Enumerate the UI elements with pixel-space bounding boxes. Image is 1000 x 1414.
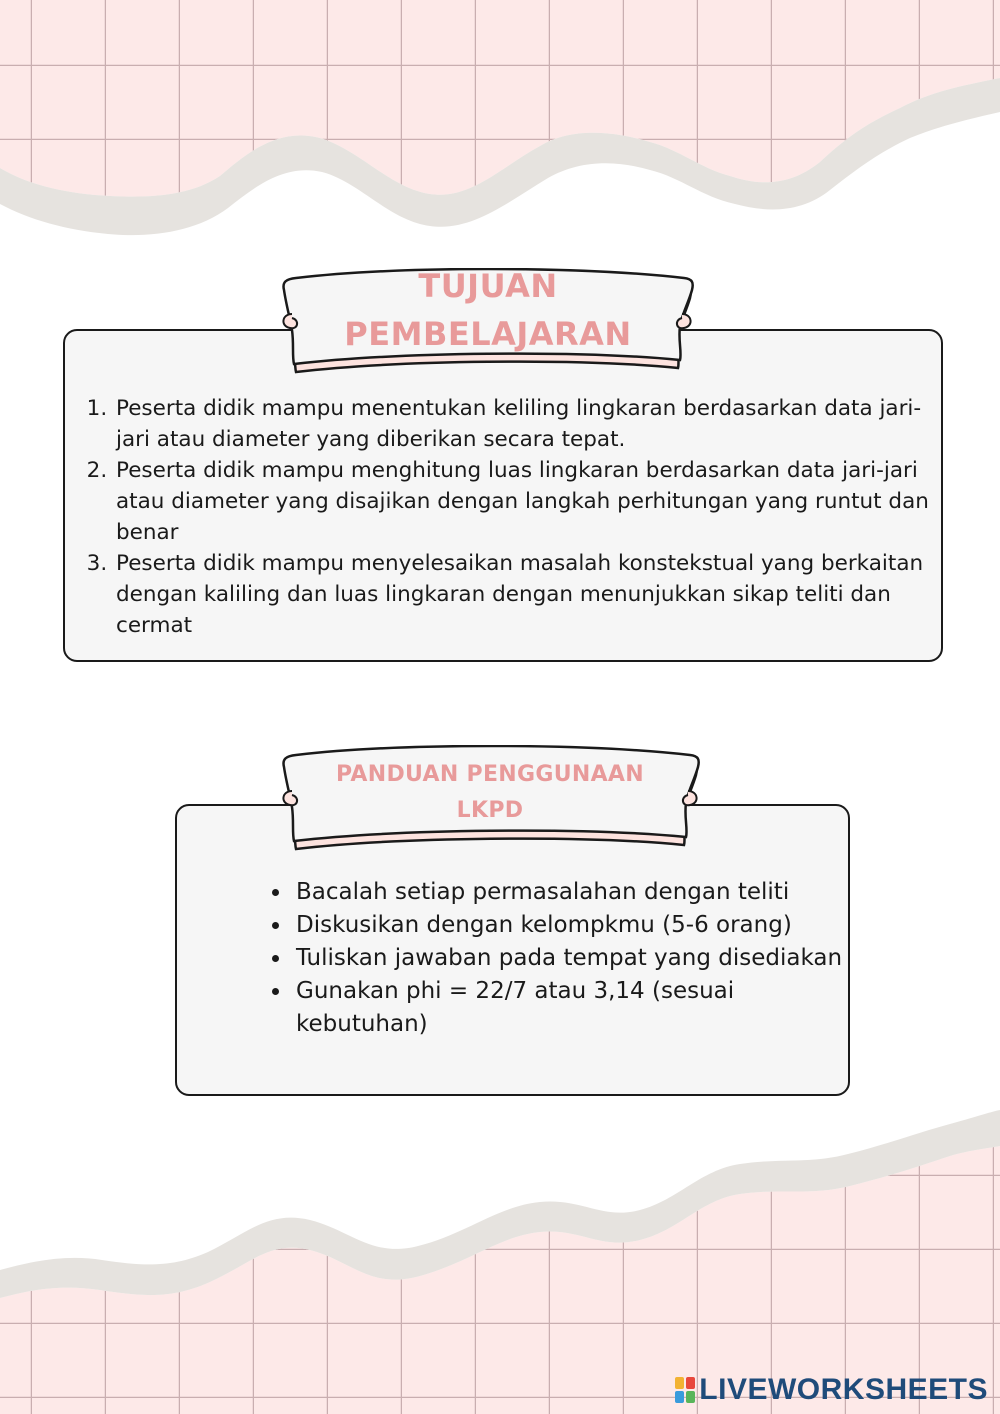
liveworksheets-logo[interactable]	[675, 1372, 988, 1408]
objectives-list	[88, 393, 944, 641]
list-item: 3. Peserta didik mampu menyelesaikan masalah konstekstual yang berkaitan dengan kaliling dan luas lingkaran dengan menunjukkan sikap teliti dan cermat	[114, 548, 944, 641]
usage-guide-title	[310, 757, 670, 829]
guide-list	[268, 876, 852, 1041]
title-line-2: PEMBELAJARAN	[344, 315, 632, 353]
list-item: • Gunakan phi = 22/7 atau 3,14 (sesuai kebutuhan)	[292, 975, 852, 1041]
title-line-1: PANDUAN PENGGUNAAN	[336, 762, 644, 787]
list-item: 1. Peserta didik mampu menentukan keliling lingkaran berdasarkan data jari-jari atau diameter yang diberikan secara tepat.	[114, 393, 944, 455]
list-item: • Tuliskan jawaban pada tempat yang disediakan	[292, 942, 852, 975]
brand-name: LIVEWORKSHEETS	[699, 1373, 988, 1406]
list-item: 2. Peserta didik mampu menghitung luas lingkaran berdasarkan data jari-jari atau diameter yang disajikan dengan langkah perhitungan yang runtut dan benar	[114, 455, 944, 548]
title-line-2: LKPD	[456, 798, 524, 823]
learning-objectives-title	[300, 262, 676, 358]
liveworksheets-logo-icon	[675, 1377, 695, 1403]
list-item: • Diskusikan dengan kelompkmu (5-6 orang)	[292, 909, 852, 942]
list-item: • Bacalah setiap permasalahan dengan teliti	[292, 876, 852, 909]
title-line-1: TUJUAN	[418, 267, 558, 305]
